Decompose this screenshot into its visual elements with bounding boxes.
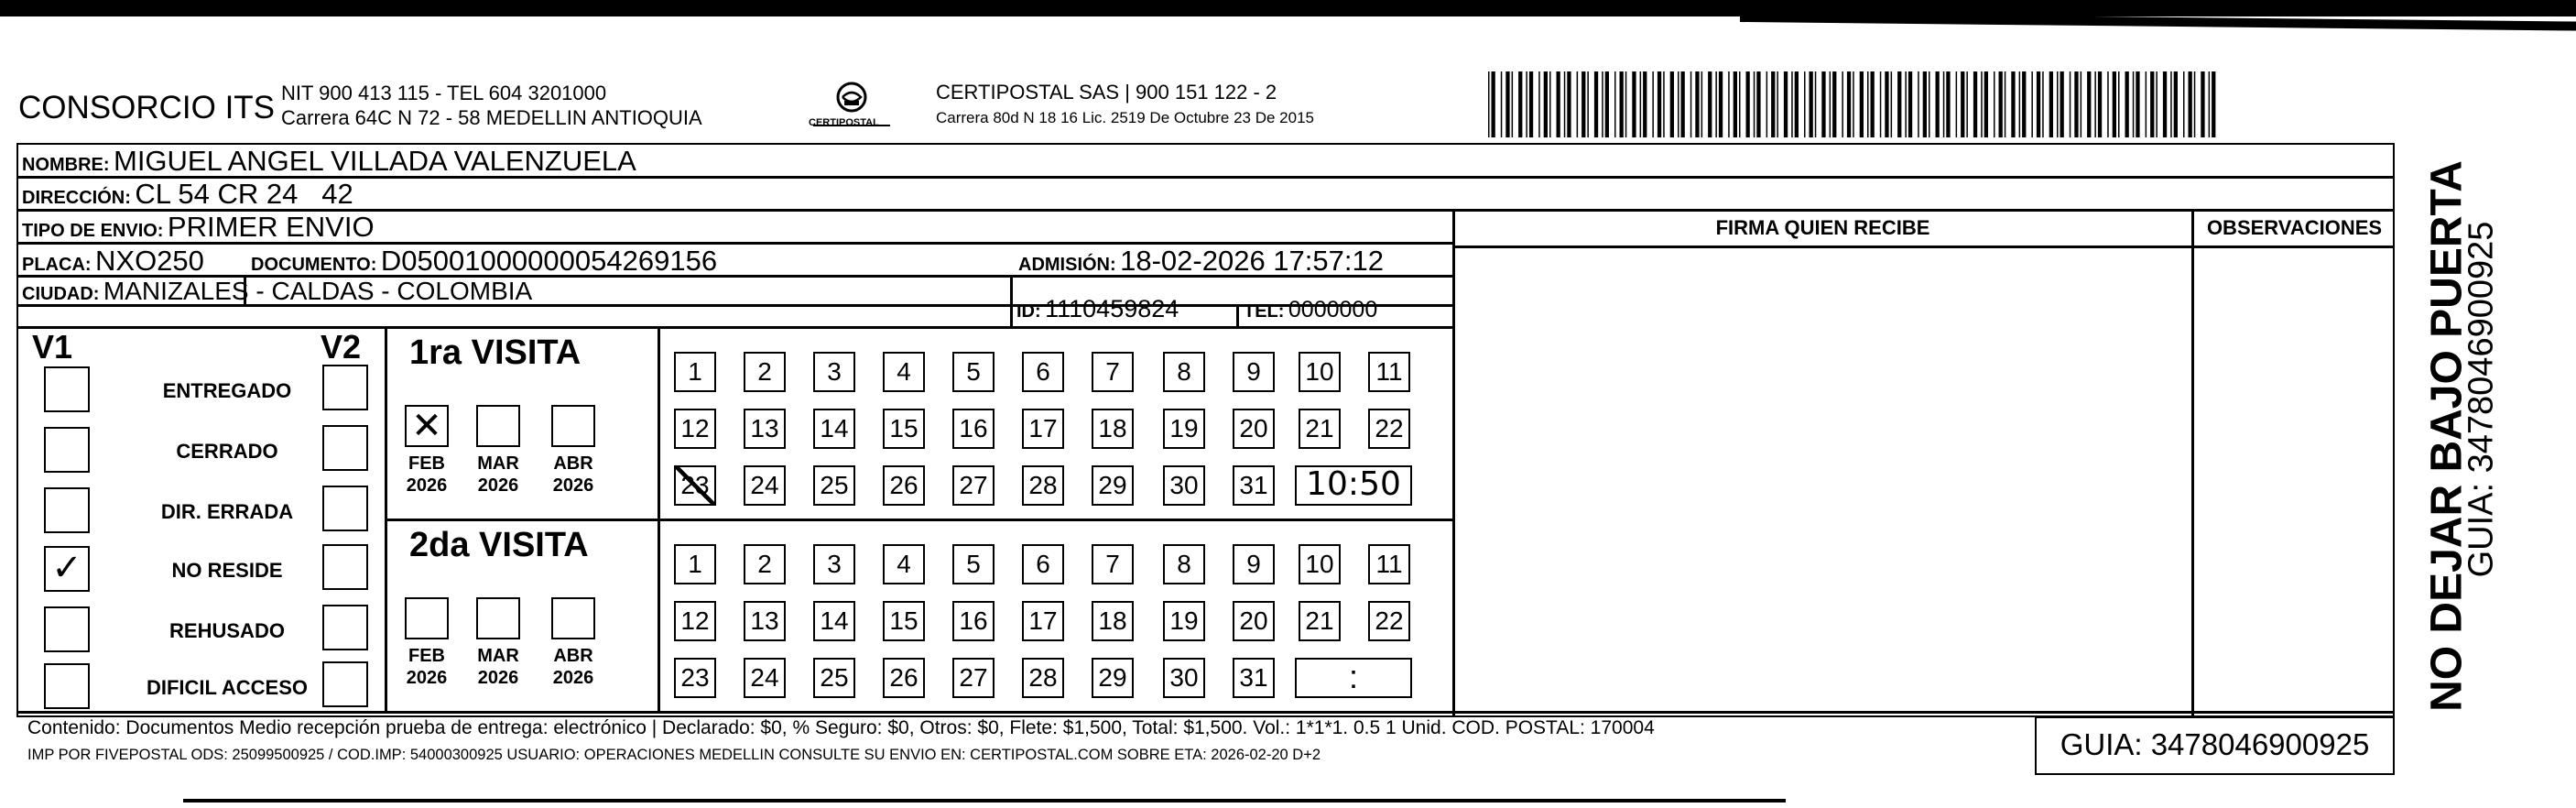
barcode-bar — [1871, 71, 1875, 137]
company-name: CONSORCIO ITS — [18, 90, 276, 126]
barcode-bar — [1804, 71, 1806, 137]
observaciones-header: OBSERVACIONES — [2206, 216, 2383, 239]
id-value: 1110459824 — [1045, 295, 1179, 322]
barcode-bar — [1620, 71, 1624, 137]
direccion-row — [22, 178, 353, 211]
barcode-bar — [1777, 71, 1778, 137]
month-checkbox[interactable] — [551, 405, 595, 447]
day-cell[interactable]: 5 — [952, 352, 995, 392]
day-cell[interactable]: 3 — [813, 352, 855, 392]
day-cell[interactable]: 11 — [1368, 544, 1410, 584]
barcode-bar — [2201, 71, 2204, 137]
barcode-bar — [1867, 71, 1869, 137]
id-cell — [1016, 295, 1179, 323]
v2-checkbox[interactable] — [322, 365, 368, 410]
barcode-bar — [2189, 71, 2192, 137]
day-cell[interactable]: 18 — [1092, 409, 1134, 449]
day-cell[interactable]: 9 — [1233, 352, 1275, 392]
tipo-envio-value: PRIMER ENVIO — [167, 211, 375, 243]
ciudad-label: CIUDAD: — [22, 284, 100, 304]
month-year: 2026 — [406, 475, 448, 496]
firma-header: FIRMA QUIEN RECIBE — [1715, 216, 1930, 239]
day-cell[interactable]: 14 — [813, 601, 855, 641]
v2-header: V2 — [321, 328, 362, 366]
barcode-bar — [2098, 71, 2102, 137]
tel-value: 0000000 — [1288, 297, 1378, 322]
placa-cell — [22, 245, 204, 278]
barcode-bar — [1488, 71, 1490, 137]
day-cell[interactable]: 2 — [744, 352, 786, 392]
day-cell[interactable]: 31 — [1233, 465, 1275, 506]
barcode-bar — [1625, 71, 1627, 137]
day-cell[interactable]: 4 — [883, 544, 925, 584]
barcode-bar — [2146, 71, 2147, 137]
barcode-bar — [2031, 71, 2033, 137]
barcode-bar — [1891, 71, 1893, 137]
admision-cell — [1018, 245, 1384, 278]
day-cell[interactable]: 6 — [1022, 352, 1064, 392]
day-cell[interactable]: 26 — [883, 465, 925, 506]
visit1-title: 1ra VISITA — [409, 333, 582, 372]
barcode-bar — [1681, 71, 1685, 137]
day-cell[interactable]: 25 — [813, 465, 855, 506]
month-name: ABR — [553, 646, 593, 666]
barcode-bar — [1746, 71, 1750, 137]
barcode-bar — [1908, 71, 1912, 137]
barcode-bar — [1885, 71, 1888, 137]
barcode-bar — [1501, 71, 1503, 137]
barcode-bar — [2074, 71, 2078, 137]
placa-value: NXO250 — [95, 245, 204, 277]
barcode-bar — [1999, 71, 2003, 137]
barcode-bar — [2212, 71, 2215, 137]
day-cell[interactable]: 27 — [952, 658, 995, 698]
v2-checkbox[interactable] — [322, 605, 368, 650]
month-name: MAR — [477, 453, 519, 474]
day-cell[interactable]: 24 — [744, 465, 786, 506]
side-guia-wrap — [2436, 170, 2527, 702]
barcode-bar — [1538, 71, 1540, 137]
day-cell[interactable]: 22 — [1368, 409, 1410, 449]
barcode-bar — [1929, 71, 1930, 137]
month-name: MAR — [477, 646, 519, 666]
month-checkbox[interactable] — [476, 405, 520, 447]
month-name: FEB — [408, 646, 445, 666]
barcode-bar — [2022, 71, 2026, 137]
barcode-bar — [1719, 71, 1723, 137]
barcode-bar — [1734, 71, 1737, 137]
barcode-bar — [2057, 71, 2059, 137]
barcode-bar — [1614, 71, 1616, 137]
v2-checkbox[interactable] — [322, 425, 368, 471]
barcode-bar — [1505, 71, 1509, 137]
nombre-value: MIGUEL ANGEL VILLADA VALENZUELA — [114, 145, 636, 177]
visit2-title: 2da VISITA — [409, 526, 589, 564]
barcode-bar — [1728, 71, 1730, 137]
barcode-bar — [2163, 71, 2167, 137]
barcode-bar — [1754, 71, 1755, 137]
barcode-bar — [2019, 71, 2021, 137]
barcode-bar — [2011, 71, 2015, 137]
v1-checkbox[interactable] — [44, 606, 90, 652]
day-cell[interactable]: 18 — [1092, 601, 1134, 641]
v1-checkbox[interactable] — [44, 427, 90, 473]
barcode-bar — [1512, 71, 1514, 137]
v2-checkbox[interactable] — [322, 486, 368, 531]
status-label: ENTREGADO — [162, 379, 292, 402]
ciudad-value: MANIZALES - CALDAS - COLOMBIA — [103, 277, 533, 305]
barcode-bar — [1690, 71, 1692, 137]
barcode-bar — [1670, 71, 1674, 137]
barcode-bar — [1815, 71, 1817, 137]
barcode-bar — [1830, 71, 1831, 137]
v1-checkbox[interactable] — [44, 487, 90, 533]
day-cell[interactable]: 15 — [883, 409, 925, 449]
month-checkbox[interactable] — [476, 597, 520, 639]
day-cell[interactable]: 27 — [952, 465, 995, 506]
barcode-bar — [1766, 71, 1768, 137]
barcode-bar — [1557, 71, 1560, 137]
barcode-bar — [2094, 71, 2096, 137]
day-cell[interactable]: 13 — [744, 409, 786, 449]
day-cell[interactable]: 24 — [744, 658, 786, 698]
scan-edge-bottom — [183, 799, 1786, 803]
barcode-bar — [1810, 71, 1813, 137]
signature-area[interactable] — [1454, 247, 2191, 711]
barcode-bar — [2125, 71, 2129, 137]
day-cell[interactable]: 30 — [1163, 465, 1205, 506]
placa-label: PLACA: — [22, 255, 92, 275]
month-name: ABR — [553, 453, 593, 474]
barcode-bar — [1564, 71, 1566, 137]
barcode-bar — [1701, 71, 1703, 137]
month-year: 2026 — [477, 668, 519, 688]
status-label: DIFICIL ACCESO — [146, 676, 308, 699]
barcode-bar — [1981, 71, 1983, 137]
tipo-envio-label: TIPO DE ENVIO: — [22, 221, 164, 241]
barcode-bar — [1581, 71, 1585, 137]
barcode-bar — [1652, 71, 1654, 137]
scan-edge-top — [0, 0, 2576, 16]
barcode-bar — [1756, 71, 1760, 137]
day-cell[interactable]: 21 — [1299, 409, 1341, 449]
documento-cell — [251, 245, 717, 278]
status-label: REHUSADO — [169, 619, 285, 642]
nombre-row — [22, 145, 636, 178]
guia-number: GUIA: 3478046900925 — [2035, 716, 2395, 775]
barcode-bar — [1549, 71, 1551, 137]
cert-address: Carrera 80d N 18 16 Lic. 2519 De Octubre 23 De 2015 — [936, 109, 1314, 126]
barcode-bar — [2113, 71, 2116, 137]
day-cell[interactable]: 17 — [1022, 409, 1064, 449]
day-cell[interactable]: 13 — [744, 601, 786, 641]
barcode-bar — [1695, 71, 1699, 137]
day-cell[interactable]: 10 — [1299, 544, 1341, 584]
barcode-bar — [2156, 71, 2158, 137]
barcode-bar — [2150, 71, 2154, 137]
barcode-bar — [2133, 71, 2135, 137]
day-cell[interactable]: 12 — [674, 409, 716, 449]
barcode-bar — [1632, 71, 1636, 137]
footer-content: Contenido: Documentos Medio recepción prueba de entrega: electrónico | Declarado: $0, % Seguro: $0, Otros: $0, Flete: $1,500, Total: $1,500. Vol.: 1*1*1. 0.5 1 Unid. COD. POSTAL: 170004 — [27, 717, 1655, 738]
v1-checkbox[interactable] — [44, 663, 90, 709]
month-checkbox[interactable] — [551, 597, 595, 639]
barcode-bar — [1567, 71, 1571, 137]
day-cell[interactable]: 7 — [1092, 352, 1134, 392]
barcode-bar — [1984, 71, 1988, 137]
barcode-bar — [1663, 71, 1665, 137]
day-cell[interactable]: 8 — [1163, 544, 1205, 584]
day-cell[interactable]: 28 — [1022, 658, 1064, 698]
day-cell[interactable]: 20 — [1233, 409, 1275, 449]
barcode-bar — [1956, 71, 1958, 137]
month-year: 2026 — [406, 668, 448, 688]
tel-cell — [1244, 297, 1377, 323]
v2-checkbox[interactable] — [322, 661, 368, 707]
nombre-label: NOMBRE: — [22, 155, 110, 175]
direccion-label: DIRECCIÓN: — [22, 188, 131, 208]
barcode-bar — [1936, 71, 1940, 137]
divider — [16, 711, 2395, 714]
day-cell[interactable]: 1 — [674, 352, 716, 392]
day-cell[interactable]: 23 — [674, 465, 716, 506]
barcode-bar — [1643, 71, 1647, 137]
barcode-bar — [1821, 71, 1825, 137]
tipo-envio-row — [22, 211, 375, 244]
divider — [385, 519, 1454, 521]
barcode-bar — [1594, 71, 1598, 137]
barcode-bar — [2087, 71, 2091, 137]
day-cell[interactable]: 20 — [1233, 601, 1275, 641]
barcode-bar — [1795, 71, 1799, 137]
barcode-bar — [1943, 71, 1945, 137]
divider — [1010, 275, 1013, 326]
day-cell[interactable]: 10 — [1299, 352, 1341, 392]
barcode-bar — [1842, 71, 1843, 137]
id-label: ID: — [1016, 301, 1041, 322]
barcode-bar — [1918, 71, 1919, 137]
barcode-bar — [1994, 71, 1995, 137]
day-cell[interactable]: 26 — [883, 658, 925, 698]
day-cell[interactable]: 7 — [1092, 544, 1134, 584]
barcode-bar — [2107, 71, 2109, 137]
barcode-bar — [2170, 71, 2172, 137]
barcode-bar — [2194, 71, 2196, 137]
barcode-bar — [1602, 71, 1603, 137]
v1-checkbox[interactable]: ✓ — [44, 546, 90, 592]
day-cell[interactable]: 3 — [813, 544, 855, 584]
v2-checkbox[interactable] — [322, 544, 368, 590]
month-year: 2026 — [552, 475, 594, 496]
footer-print-info: IMP POR FIVEPOSTAL ODS: 25099500925 / COD.IMP: 54000300925 USUARIO: OPERACIONES MEDELLIN CONSULTE SU ENVIO EN: CERTIPOSTAL.COM SOBRE ETA: 2026-02-20 D+2 — [27, 747, 1321, 763]
documento-value: D05001000000054269156 — [380, 245, 718, 277]
barcode-bar — [1946, 71, 1950, 137]
day-cell[interactable]: 17 — [1022, 601, 1064, 641]
side-guia: GUIA: 3478046900925 — [2462, 221, 2501, 578]
status-label: NO RESIDE — [171, 559, 283, 582]
barcode-bar — [1577, 71, 1579, 137]
day-cell[interactable]: 15 — [883, 601, 925, 641]
admision-label: ADMISIÓN: — [1018, 255, 1116, 275]
observations-area[interactable] — [2194, 247, 2395, 711]
day-cell[interactable]: 5 — [952, 544, 995, 584]
barcode — [1488, 71, 2221, 137]
day-cell[interactable]: 16 — [952, 601, 995, 641]
barcode-bar — [1640, 71, 1642, 137]
divider — [1236, 304, 1239, 326]
barcode-bar — [1905, 71, 1907, 137]
barcode-bar — [2060, 71, 2064, 137]
barcode-bar — [1966, 71, 1968, 137]
day-cell[interactable]: 29 — [1092, 465, 1134, 506]
barcode-bar — [1973, 71, 1977, 137]
v1-header: V1 — [32, 328, 73, 366]
day-cell[interactable]: 21 — [1299, 601, 1341, 641]
barcode-bar — [1658, 71, 1661, 137]
day-cell[interactable]: 28 — [1022, 465, 1064, 506]
barcode-bar — [1605, 71, 1609, 137]
barcode-bar — [2042, 71, 2044, 137]
barcode-bar — [1529, 71, 1533, 137]
direccion-value: CL 54 CR 24 42 — [135, 178, 353, 210]
barcode-bar — [1708, 71, 1712, 137]
no-dejar-bajo-puerta: NO DEJAR BAJO PUERTA — [2422, 160, 2472, 712]
barcode-bar — [1897, 71, 1901, 137]
barcode-bar — [1853, 71, 1854, 137]
barcode-bar — [2081, 71, 2082, 137]
barcode-bar — [1784, 71, 1788, 137]
day-cell[interactable]: 11 — [1368, 352, 1410, 392]
status-label: CERRADO — [176, 440, 278, 463]
day-cell[interactable]: 25 — [813, 658, 855, 698]
barcode-bar — [1587, 71, 1589, 137]
ciudad-cell — [22, 277, 532, 306]
admision-value: 18-02-2026 17:57:12 — [1120, 245, 1384, 277]
day-cell[interactable]: 23 — [674, 658, 716, 698]
month-year: 2026 — [477, 475, 519, 496]
day-cell[interactable]: 30 — [1163, 658, 1205, 698]
cert-company: CERTIPOSTAL SAS | 900 151 122 - 2 — [936, 81, 1277, 104]
day-cell[interactable]: 12 — [674, 601, 716, 641]
barcode-bar — [1518, 71, 1522, 137]
day-cell[interactable]: 8 — [1163, 352, 1205, 392]
company-info — [281, 81, 702, 130]
day-cell[interactable]: 16 — [952, 409, 995, 449]
barcode-bar — [1544, 71, 1548, 137]
barcode-bar — [2049, 71, 2053, 137]
day-cell[interactable]: 2 — [744, 544, 786, 584]
barcode-bar — [1961, 71, 1964, 137]
divider — [16, 326, 1454, 329]
barcode-bar — [2136, 71, 2139, 137]
barcode-bar — [2183, 71, 2185, 137]
barcode-bar — [1715, 71, 1717, 137]
barcode-bar — [1492, 71, 1495, 137]
barcode-bar — [1923, 71, 1927, 137]
company-nit: NIT 900 413 115 - TEL 604 3201000 — [281, 82, 607, 104]
month-name: FEB — [408, 453, 445, 474]
barcode-bar — [2070, 71, 2071, 137]
barcode-bar — [2209, 71, 2211, 137]
barcode-bar — [1832, 71, 1836, 137]
barcode-bar — [1739, 71, 1741, 137]
barcode-bar — [1860, 71, 1864, 137]
status-label: DIR. ERRADA — [160, 500, 294, 523]
barcode-bar — [1847, 71, 1851, 137]
day-cell[interactable]: 9 — [1233, 544, 1275, 584]
month-year: 2026 — [552, 668, 594, 688]
day-cell[interactable]: 29 — [1092, 658, 1134, 698]
barcode-bar — [1791, 71, 1793, 137]
month-checkbox[interactable] — [405, 597, 449, 639]
barcode-bar — [2005, 71, 2006, 137]
barcode-bar — [1526, 71, 1527, 137]
day-cell[interactable]: 4 — [883, 352, 925, 392]
tel-label: TEL: — [1244, 301, 1285, 322]
day-cell[interactable]: 31 — [1233, 658, 1275, 698]
barcode-bar — [1880, 71, 1882, 137]
barcode-bar — [2037, 71, 2040, 137]
documento-label: DOCUMENTO: — [251, 255, 377, 275]
day-cell[interactable]: 19 — [1163, 601, 1205, 641]
barcode-bar — [1678, 71, 1679, 137]
company-address: Carrera 64C N 72 - 58 MEDELLIN ANTIOQUIA — [281, 106, 702, 129]
day-cell[interactable]: 19 — [1163, 409, 1205, 449]
barcode-bar — [2118, 71, 2120, 137]
visit1-time-box[interactable]: 10:50 — [1295, 465, 1412, 506]
v1-checkbox[interactable] — [44, 366, 90, 412]
day-cell[interactable]: 14 — [813, 409, 855, 449]
barcode-bar — [2174, 71, 2178, 137]
day-cell[interactable]: 1 — [674, 544, 716, 584]
barcode-bar — [1771, 71, 1775, 137]
visit2-time-box[interactable]: : — [1295, 658, 1412, 698]
day-cell[interactable]: 6 — [1022, 544, 1064, 584]
month-checkbox[interactable]: ✕ — [405, 405, 449, 447]
day-cell[interactable]: 22 — [1368, 601, 1410, 641]
logo-caption: CERTIPOSTAL — [809, 117, 879, 128]
